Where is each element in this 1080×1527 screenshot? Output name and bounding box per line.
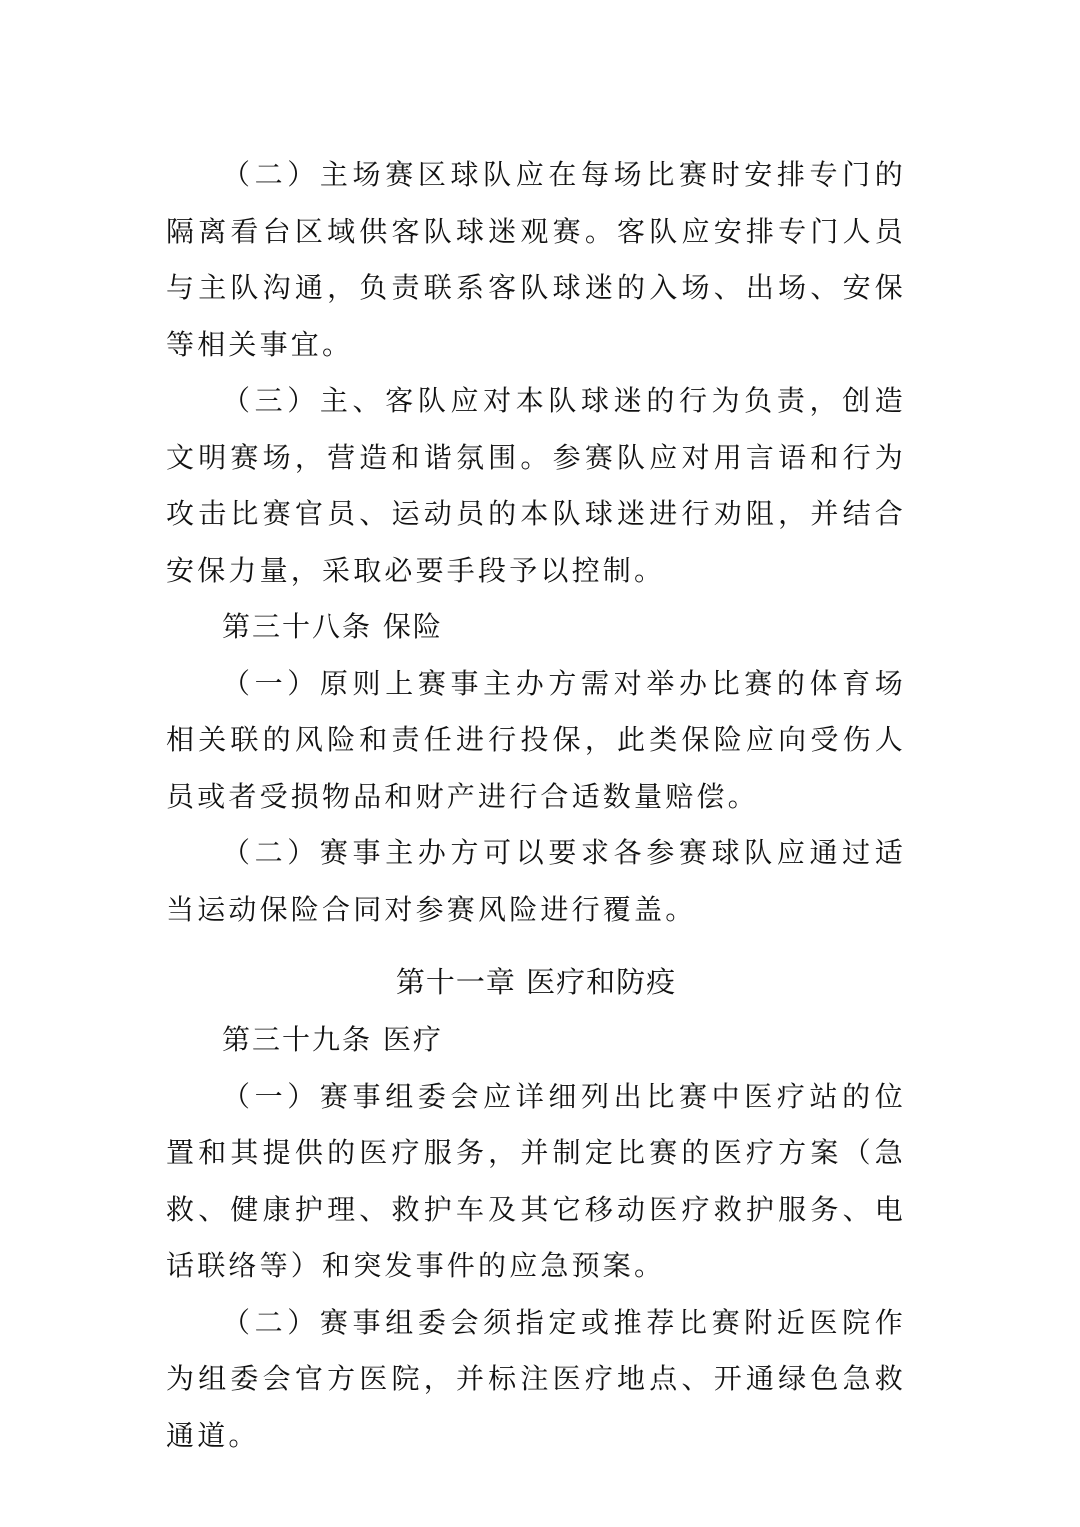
paragraph-fan-behavior: （三）主、客队应对本队球迷的行为负责，创造文明赛场，营造和谐氛围。参赛队应对用言语和行为攻击比赛官员、运动员的本队球迷进行劝阻，并结合安保力量，采取必要手段予以控制。 [166, 384, 906, 587]
document-page [166, 147, 906, 1464]
paragraph-official-hospital: （二）赛事组委会须指定或推荐比赛附近医院作为组委会官方医院，并标注医疗地点、开通绿色急救通道。 [166, 1305, 906, 1452]
paragraph-medical-stations: （一）赛事组委会应详细列出比赛中医疗站的位置和其提供的医疗服务，并制定比赛的医疗方案（急救、健康护理、救护车及其它移动医疗救护服务、电话联络等）和突发事件的应急预案。 [166, 1079, 906, 1282]
article-38-heading: 第三十八条 保险 [222, 610, 443, 643]
chapter-11-heading: 第十一章 医疗和防疫 [395, 965, 677, 999]
paragraph-insurance-teams: （二）赛事主办方可以要求各参赛球队应通过适当运动保险合同对参赛风险进行覆盖。 [166, 836, 906, 926]
paragraph-insurance-venue: （一）原则上赛事主办方需对举办比赛的体育场相关联的风险和责任进行投保，此类保险应向受伤人员或者受损物品和财产进行合适数量赔偿。 [166, 666, 906, 813]
paragraph-home-away-seating: （二）主场赛区球队应在每场比赛时安排专门的隔离看台区域供客队球迷观赛。客队应安排专门人员与主队沟通，负责联系客队球迷的入场、出场、安保等相关事宜。 [166, 158, 906, 361]
article-39-heading: 第三十九条 医疗 [222, 1023, 443, 1056]
